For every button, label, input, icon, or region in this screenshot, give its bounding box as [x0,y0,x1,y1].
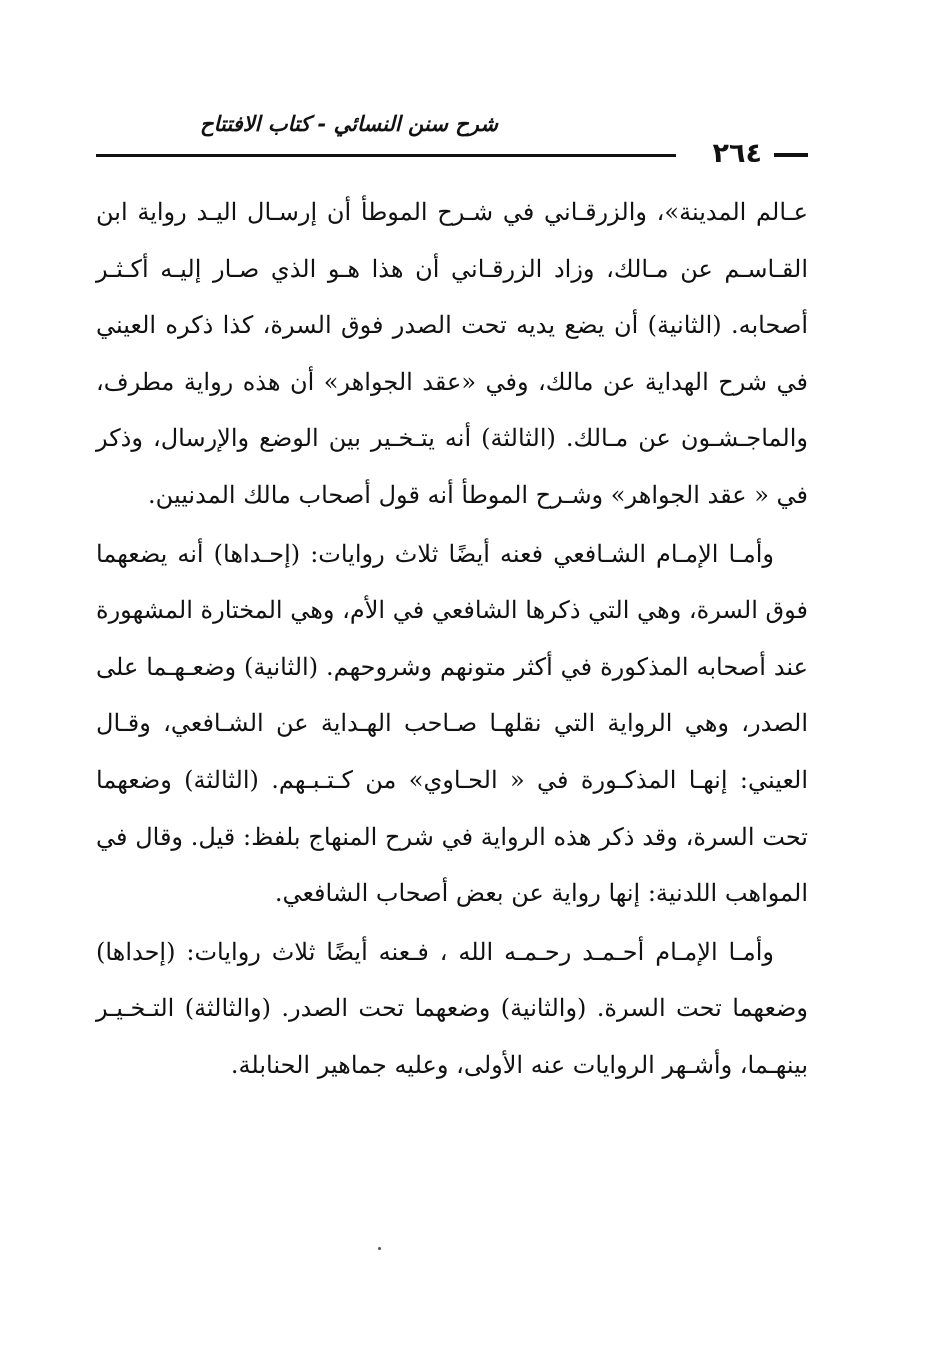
page-number: ٢٦٤ [712,138,762,169]
running-title: شرح سنن النسائي - كتاب الافتتاح [200,112,498,136]
page-number-dash [774,153,808,157]
paragraph-maliki-narrations: عـالم المدينة»، والزرقـاني في شـرح الموطأ أن إرسـال اليـد رواية ابن القـاسـم عن مـالك، وزاد الزرقـاني أن هذا هـو الذي صـار إليـه أكـثـر أصحابه. (الثانية) أن يضع يديه تحت الصدر فوق السرة، كذا ذكره العيني في شرح الهداية عن مالك، وفي «عقد الجواهر» أن هذه رواية مطرف، والماجـشـون عن مـالك. (الثالثة) أنه يتـخـير بين الوضع والإرسال، وذكر في « عقد الجواهر» وشـرح الموطأ أنه قول أصحاب مالك المدنيين. [96,198,808,509]
paragraph-ahmad-narrations: وأمـا الإمـام أحـمـد رحـمـه الله ، فـعنه أيضًا ثلاث روايات: (إحداها) وضعهما تحت السرة. (والثانية) وضعهما تحت الصدر. (والثالثة) التـخـيـر بينهـما، وأشـهر الروايات عنه الأولى، وعليه جماهير الحنابلة. [96,937,808,1079]
paragraph-shafii-narrations: وأمـا الإمـام الشـافعي فعنه أيضًا ثلاث روايات: (إحـداها) أنه يضعهما فوق السرة، وهي التي ذكرها الشافعي في الأم، وهي المختارة المشهورة عند أصحابه المذكورة في أكثر متونهم وشروحهم. (الثانية) وضعـهـما على الصدر، وهي الرواية التي نقلهـا صـاحب الهـداية عن الشـافعي، وقـال العيني: إنهـا المذكـورة في « الحـاوي» من كـتـبـهم. (الثالثة) وضعهما تحت السرة، وقد ذكر هذه الرواية في شرح المنهاج بلفظ: قيل. وقال في المواهب اللدنية: إنها رواية عن بعض أصحاب الشافعي. [96,539,808,908]
ink-speck [378,1247,381,1250]
header-rule [96,154,676,157]
page-header [96,112,808,172]
body-text [96,184,808,1094]
